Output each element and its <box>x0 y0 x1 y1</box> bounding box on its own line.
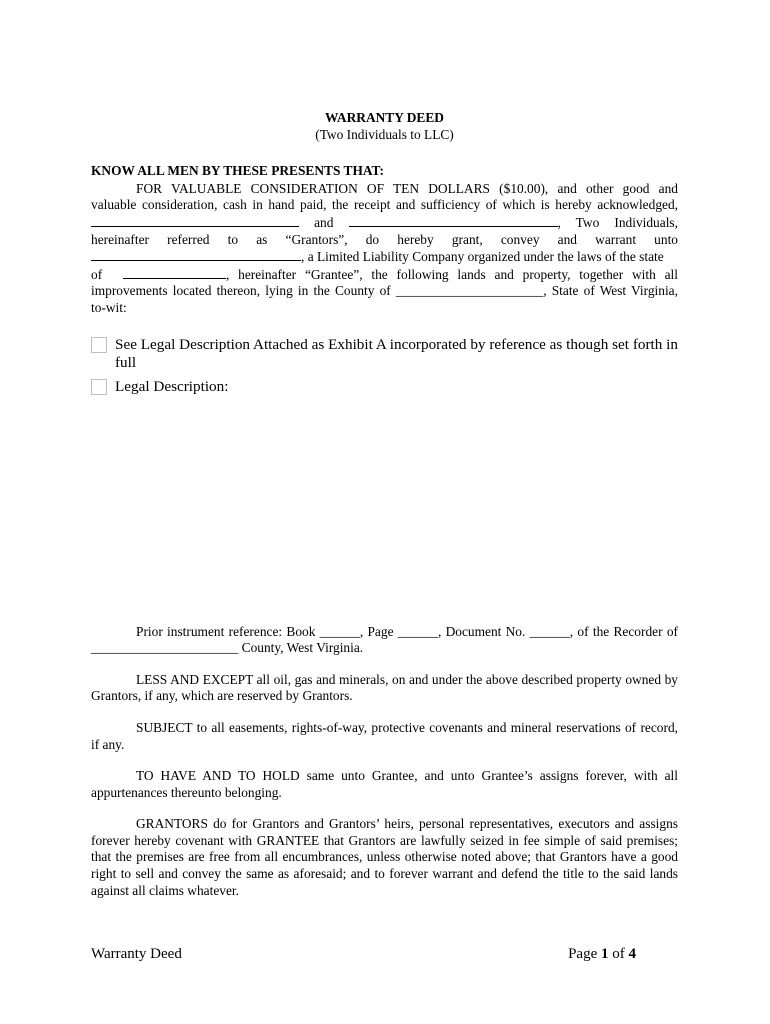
county-prefix: improvements located thereon, lying in the County of <box>91 283 391 299</box>
of-word: of <box>91 266 103 282</box>
page-of: of <box>612 946 625 962</box>
grantors-covenant-paragraph: GRANTORS do for Grantors and Grantors’ heirs, personal representatives, executors and assigns forever hereby covenant with GRANTEE that Grantors are lawfully seized in fee simple of said premises; that the premises are free from all encumbrances, unless otherwise noted above; that Grantors have a good right to sell and convey the same as aforesaid; and to forever warrant and defend the title to the said lands against all claims whatever. <box>91 816 678 898</box>
legal-description-checkbox[interactable] <box>91 379 107 395</box>
legal-description-label: Legal Description: <box>115 377 229 395</box>
to-have-paragraph: TO HAVE AND TO HOLD same unto Grantee, and unto Grantee’s assigns forever, with all appurtenances thereunto belonging. <box>91 768 678 800</box>
page-total: 4 <box>628 946 636 962</box>
grantee-blank[interactable] <box>91 248 301 261</box>
consideration-paragraph <box>91 181 678 317</box>
document-page <box>91 110 678 899</box>
grantee-text: , hereinafter “Grantee”, the following lands and property, together with all <box>225 266 678 282</box>
document-title: WARRANTY DEED <box>325 110 444 125</box>
prior-instrument-line-2: ______________________ County, West Virginia. <box>91 640 364 656</box>
consideration-line-6 <box>91 266 678 284</box>
know-all-men-heading: KNOW ALL MEN BY THESE PRESENTS THAT: <box>91 163 384 179</box>
legal-description-area[interactable] <box>91 396 678 624</box>
consideration-line-2: valuable consideration, cash in hand paid, the receipt and sufficiency of which is hereby acknowledged, <box>91 197 678 213</box>
county-suffix: , State of West Virginia, <box>543 283 678 299</box>
llc-text: , a Limited Liability Company organized under the laws of the state <box>301 249 664 265</box>
less-except-paragraph: LESS AND EXCEPT all oil, gas and minerals, on and under the above described property owned by Grantors, if any, which are reserved by Grantors. <box>91 671 678 704</box>
state-blank[interactable] <box>123 266 226 279</box>
consideration-line-1: FOR VALUABLE CONSIDERATION OF TEN DOLLARS ($10.00), and other good and <box>136 180 678 196</box>
document-subtitle: (Two Individuals to LLC) <box>315 126 454 142</box>
and-word: and <box>314 214 334 230</box>
two-individuals-text: , Two Individuals, <box>557 214 678 230</box>
consideration-line-7 <box>91 283 678 300</box>
footer-document-name: Warranty Deed <box>91 946 182 962</box>
county-blank[interactable]: ______________________ <box>395 283 544 299</box>
prior-instrument-paragraph <box>91 624 678 657</box>
grantor-2-blank[interactable] <box>349 214 558 227</box>
subject-to-paragraph: SUBJECT to all easements, rights-of-way, protective covenants and mineral reservations of record, if any. <box>91 719 678 752</box>
consideration-line-5 <box>91 248 678 266</box>
to-wit: to-wit: <box>91 299 127 315</box>
page-number <box>568 946 636 963</box>
grantor-1-blank[interactable] <box>91 214 299 227</box>
consideration-line-4: hereinafter referred to as “Grantors”, do hereby grant, convey and warrant unto <box>91 231 678 247</box>
exhibit-option-label: See Legal Description Attached as Exhibit A incorporated by reference as though set forth in full <box>115 335 678 371</box>
exhibit-option <box>91 336 678 372</box>
page-footer <box>91 946 636 963</box>
page-label: Page <box>568 946 598 962</box>
prior-instrument-line-1: Prior instrument reference: Book ______, Page ______, Document No. ______, of the Recorder of <box>136 623 678 639</box>
legal-description-option <box>91 378 678 396</box>
page-current: 1 <box>601 946 609 962</box>
consideration-line-3 <box>91 214 678 232</box>
